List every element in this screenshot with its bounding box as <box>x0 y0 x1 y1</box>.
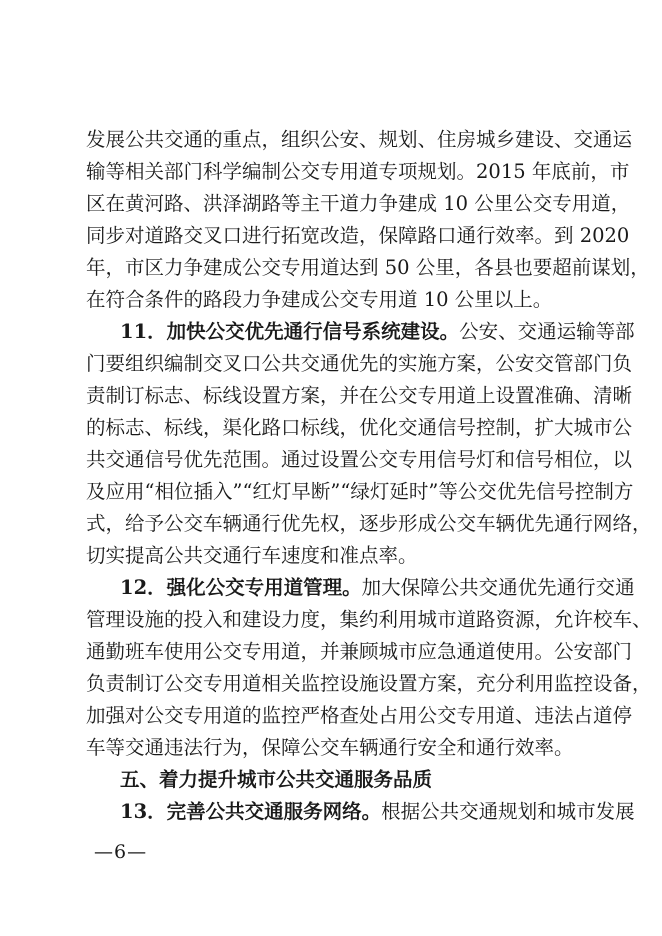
line-text: 共交通信号优先范围。通过设置公交专用信号灯和信号相位，以 <box>86 448 633 471</box>
text-line <box>86 252 650 284</box>
text-line <box>86 540 573 572</box>
line-text: 区在黄河路、洪泽湖路等主干道力争建成 10 公里公交专用道， <box>86 192 631 215</box>
text-line <box>86 604 652 636</box>
text-line <box>86 572 635 604</box>
line-text: 及应用“相位插入”“红灯早断”“绿灯延时”等公交优先信号控制方 <box>86 480 634 503</box>
line-text: 公安、交通运输等部 <box>459 320 635 343</box>
line-text: 车等交通违法行为，保障公交车辆通行安全和通行效率。 <box>86 736 574 759</box>
line-text: 根据公共交通规划和城市发展 <box>381 800 635 823</box>
text-line <box>86 124 633 156</box>
line-text: 式，给予公交车辆通行优先权，逐步形成公交车辆优先通行网络， <box>86 512 652 535</box>
page-number: —6— <box>94 841 148 863</box>
line-text: 在符合条件的路段力争建成公交专用道 10 公里以上。 <box>86 288 553 311</box>
line-text: 通勤班车使用公交专用道，并兼顾城市应急通道使用。公安部门 <box>86 640 633 663</box>
text-line <box>86 412 633 444</box>
line-text: 切实提高公共交通行车速度和准点率。 <box>86 544 418 567</box>
text-line <box>86 700 633 732</box>
line-text: 发展公共交通的重点，组织公安、规划、住房城乡建设、交通运 <box>86 128 633 151</box>
text-line <box>86 668 652 700</box>
line-text: 的标志、标线，渠化路口标线，优化交通信号控制，扩大城市公 <box>86 416 633 439</box>
line-text: 同步对道路交叉口进行拓宽改造，保障路口通行效率。到 2020 <box>86 224 630 247</box>
paragraph-heading: 11．加快公交优先通行信号系统建设。 <box>120 320 460 343</box>
line-text: 责制订标志、标线设置方案，并在公交专用道上设置准确、清晰 <box>86 384 633 407</box>
line-text: 负责制订公交专用道相关监控设施设置方案，充分利用监控设备， <box>86 672 652 695</box>
paragraph-heading: 13．完善公共交通服务网络。 <box>120 800 382 823</box>
text-line <box>86 348 633 380</box>
text-line <box>86 220 630 252</box>
text-line <box>86 732 573 764</box>
line-text: 年，市区力争建成公交专用道达到 50 公里，各县也要超前谋划， <box>86 256 650 279</box>
line-text: 输等相关部门科学编制公交专用道专项规划。2015 年底前，市 <box>86 160 630 183</box>
text-line <box>86 156 630 188</box>
text-line <box>86 508 652 540</box>
text-line <box>86 796 635 828</box>
document-body <box>86 124 652 828</box>
line-text: 门要组织编制交叉口公共交通优先的实施方案，公安交管部门负 <box>86 352 633 375</box>
text-line <box>86 188 631 220</box>
paragraph-heading: 12．强化公交专用道管理。 <box>120 576 362 599</box>
text-line <box>86 476 634 508</box>
text-line <box>86 380 633 412</box>
text-line <box>86 764 573 796</box>
text-line <box>86 316 635 348</box>
text-line <box>86 444 633 476</box>
text-line <box>86 636 633 668</box>
line-text: 加强对公交专用道的监控严格查处占用公交专用道、违法占道停 <box>86 704 633 727</box>
line-text: 加大保障公共交通优先通行交通 <box>361 576 635 599</box>
text-line <box>86 284 573 316</box>
line-text: 管理设施的投入和建设力度，集约利用城市道路资源，允许校车、 <box>86 608 652 631</box>
paragraph-heading: 五、着力提升城市公共交通服务品质 <box>120 768 433 791</box>
